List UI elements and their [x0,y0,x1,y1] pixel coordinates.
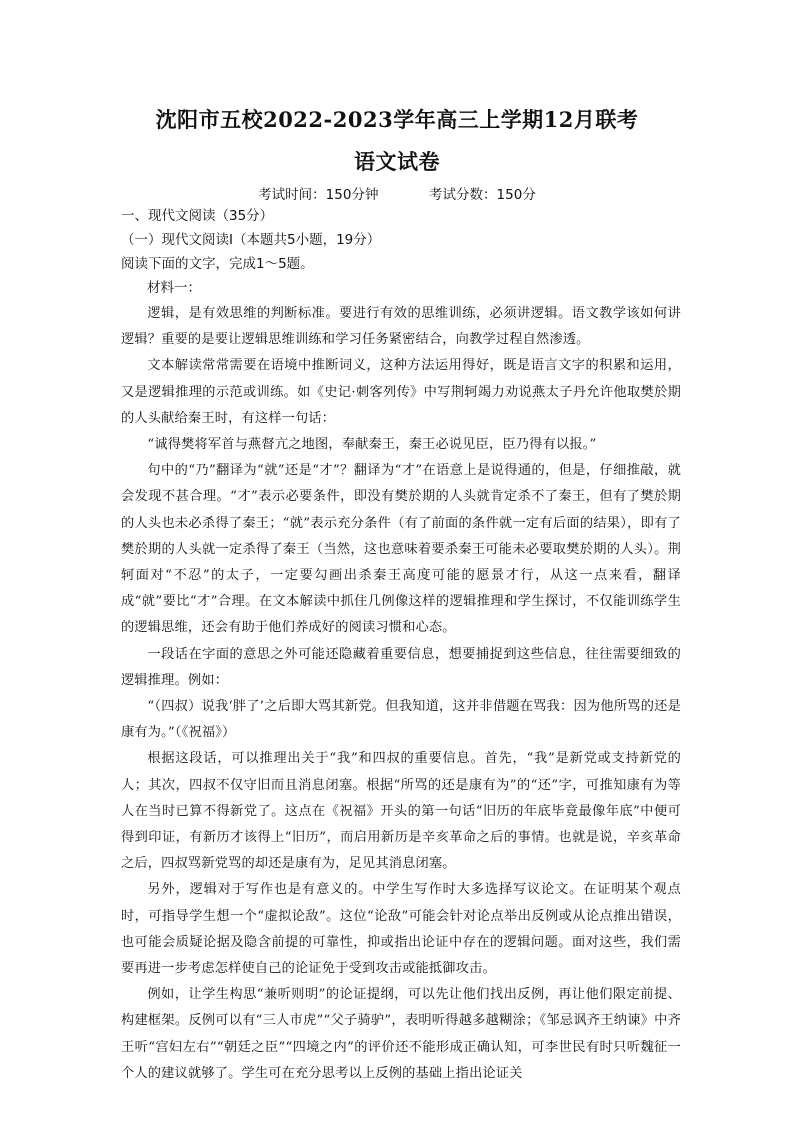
exam-subtitle: 语文试卷 [354,149,440,174]
paragraph: 例如，让学生构思“兼听则明”的论证提纲，可以先让他们找出反例，再让他们限定前提、构建框架。反例可以有“三人市虎”“父子骑驴”，表明听得越多越糊涂；《邹忌讽齐王纳谏》中齐王听“宫妇左右”“朝廷之臣”“四境之内”的评价还不能形成正确认知，可李世民有时只听魏征一个人的建议就够了。学生可在充分思考以上反例的基础上指出论证关 [121,987,681,1081]
exam-score: 考试分数：150分 [429,187,536,203]
instruction: 阅读下面的文字，完成1～5题。 [121,256,314,272]
article-body [121,301,681,1087]
section-heading: 一、现代文阅读（35分） [121,208,274,224]
paragraph: 另外，逻辑对于写作也是有意义的。中学生写作时大多选择写议论文。在证明某个观点时，可指导学生想一个“虚拟论敌”。这位“论敌”可能会针对论点举出反例或从论点推出错误，也可能会质疑论据及隐含前提的可靠性，抑或指出论证中存在的逻辑问题。面对这些，我们需要再进一步考虑怎样使自己的论证免于受到攻击或能抵御攻击。 [121,882,681,977]
material-label: 材料一： [147,280,201,296]
paragraph: 根据这段话，可以推理出关于“我”和四叔的重要信息。首先，“我”是新党或支持新党的人；其次，四叔不仅守旧而且消息闭塞。根据“所骂的还是康有为”的“还”字，可推知康有为等人在当时已算不得新党了。这点在《祝福》开头的第一句话“旧历的年底毕竟最像年底”中便可得到印证，有新历才该得上“旧历”，而启用新历是辛亥革命之后的事情。也就是说，辛亥革命之后，四叔骂新党骂的却还是康有为，足见其消息闭塞。 [121,751,681,872]
subsection-heading: （一）现代文阅读Ⅰ（本题共5小题，19分） [121,232,381,248]
paragraph: 文本解读常常需要在语境中推断词义，这种方法运用得好，既是语言文字的积累和运用，又是逻辑推理的示范或训练。如《史记·刺客列传》中写荆轲竭力劝说燕太子丹允许他取樊於期的人头献给秦王时，有这样一句话： [121,358,681,426]
quote-paragraph: “（四叔）说我‘胖了’之后即大骂其新党。但我知道，这并非借题在骂我：因为他所骂的还是康有为。”（《祝福》） [121,699,681,741]
paragraph: 一段话在字面的意思之外可能还隐藏着重要信息，想要捕捉到这些信息，往往需要细致的逻辑推理。例如： [121,646,681,688]
exam-title: 沈阳市五校2022-2023学年高三上学期12月联考 [155,107,639,132]
paragraph: 句中的“乃”翻译为“就”还是“才”？翻译为“才”在语意上是说得通的，但是，仔细推敲，就会发现不甚合理。“才”表示必要条件，即没有樊於期的人头就肯定杀不了秦王，但有了樊於期的人头也未必杀得了秦王；“就”表示充分条件（有了前面的条件就一定有后面的结果），即有了樊於期的人头就一定杀得了秦王（当然，这也意味着要杀秦王可能未必要取樊於期的人头）。荆轲面对“不忍”的太子，一定要勾画出杀秦王高度可能的愿景才行，从这一点来看，翻译成“就”要比“才”合理。在文本解读中抓住几例像这样的逻辑推理和学生探讨，不仅能训练学生的逻辑思维，还会有助于他们养成好的阅读习惯和心态。 [121,463,681,636]
exam-meta [0,183,794,203]
paragraph: 逻辑，是有效思维的判断标准。要进行有效的思维训练，必须讲逻辑。语文教学该如何讲逻辑？重要的是要让逻辑思维训练和学习任务紧密结合，向教学过程自然渗透。 [121,306,681,348]
exam-time: 考试时间：150分钟 [258,187,379,203]
quote-paragraph: “诚得樊将军首与燕督亢之地图，奉献秦王，秦王必说见臣，臣乃得有以报。” [147,437,597,453]
